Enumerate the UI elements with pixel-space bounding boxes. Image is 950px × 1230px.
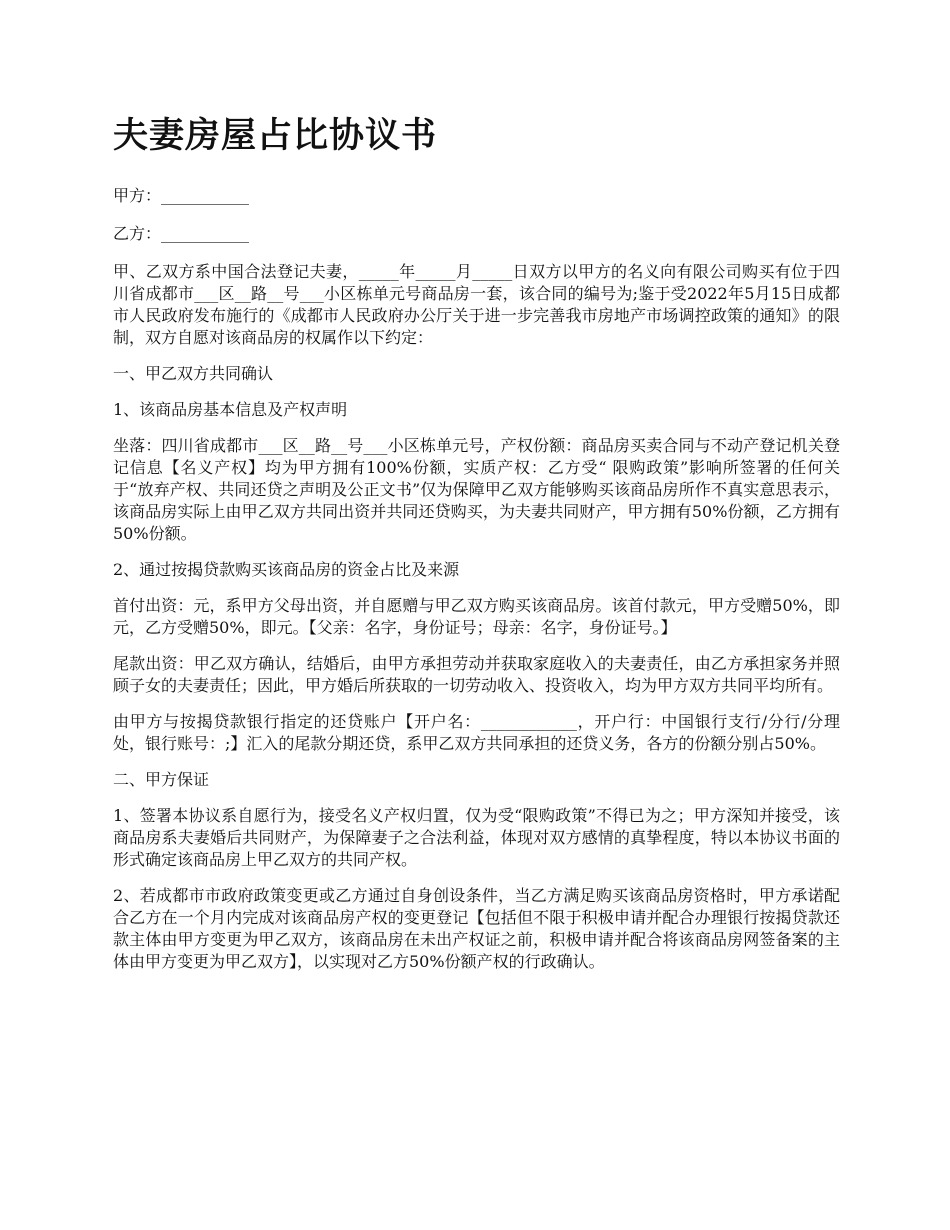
guarantee-item-2: 2、若成都市市政府政策变更或乙方通过自身创设条件，当乙方满足购买该商品房资格时，甲方承诺配合乙方在一个月内完成对该商品房产权的变更登记【包括但不限于积极申请并配合办理银行按揭贷款还款主体由甲方变更为甲乙双方，该商品房在未出产权证之前，积极申请并配合将该商品房网签备案的主体由甲方变更为甲乙双方】，以实现对乙方50%份额产权的行政确认。 bbox=[113, 886, 840, 971]
guarantee-item-1: 1、签署本协议系自愿行为，接受名义产权归置，仅为受“限购政策”不得已为之；甲方深知并接受，该商品房系夫妻婚后共同财产，为保障妻子之合法利益，体现对双方感情的真挚程度，特以本协议书面的形式确定该商品房上甲乙双方的共同产权。 bbox=[113, 806, 840, 869]
property-location-paragraph: 坐落：四川省成都市___区__路__号___小区栋单元号，产权份额：商品房买卖合同与不动产登记机关登记信息【名义产权】均为甲方拥有100%份额，实质产权：乙方受“ 限购政策”影响所签署的任何关于“放弃产权、共同还贷之声明及公正文书”仅为保障甲乙双方能够购买该商品房所作不真实意思表示，该商品房实际上由甲乙双方共同出资并共同还贷购买，为夫妻共同财产，甲方拥有50%份额，乙方拥有50%份额。 bbox=[113, 436, 840, 543]
party-a-line: 甲方：___________ bbox=[113, 186, 250, 205]
party-b-line: 乙方：___________ bbox=[113, 224, 250, 243]
balance-payment-paragraph: 尾款出资：甲乙双方确认，结婚后，由甲方承担劳动并获取家庭收入的夫妻责任，由乙方承担家务并照顾子女的夫妻责任；因此，甲方婚后所获取的一切劳动收入、投资收入，均为甲方双方共同平均所有。 bbox=[113, 654, 840, 695]
document-title: 夫妻房屋占比协议书 bbox=[113, 116, 438, 156]
intro-paragraph: 甲、乙双方系中国合法登记夫妻，_____年_____月_____日双方以甲方的名义向有限公司购买有位于四川省成都市___区__路__号___小区栋单元号商品房一套，该合同的编号为;鉴于受2022年5月15日成都市人民政府发布施行的《成都市人民政府办公厅关于进一步完善我市房地产市场调控政策的通知》的限制，双方自愿对该商品房的权属作以下约定： bbox=[113, 262, 840, 347]
down-payment-paragraph: 首付出资：元，系甲方父母出资，并自愿赠与甲乙双方购买该商品房。该首付款元，甲方受赠50%，即元，乙方受赠50%，即元。【父亲：名字，身份证号；母亲：名字，身份证号。】 bbox=[113, 596, 840, 637]
repayment-account-paragraph: 由甲方与按揭贷款银行指定的还贷账户【开户名：____________，开户行：中国银行支行/分行/分理处，银行账号：;】汇入的尾款分期还贷，系甲乙双方共同承担的还贷义务，各方的份额分别占50%。 bbox=[113, 712, 840, 753]
subsection-heading-property-info: 1、该商品房基本信息及产权声明 bbox=[113, 400, 348, 419]
subsection-heading-funding: 2、通过按揭贷款购买该商品房的资金占比及来源 bbox=[113, 560, 460, 579]
section-heading-party-a-guarantee: 二、甲方保证 bbox=[113, 770, 210, 789]
section-heading-joint-confirmation: 一、甲乙双方共同确认 bbox=[113, 364, 274, 383]
